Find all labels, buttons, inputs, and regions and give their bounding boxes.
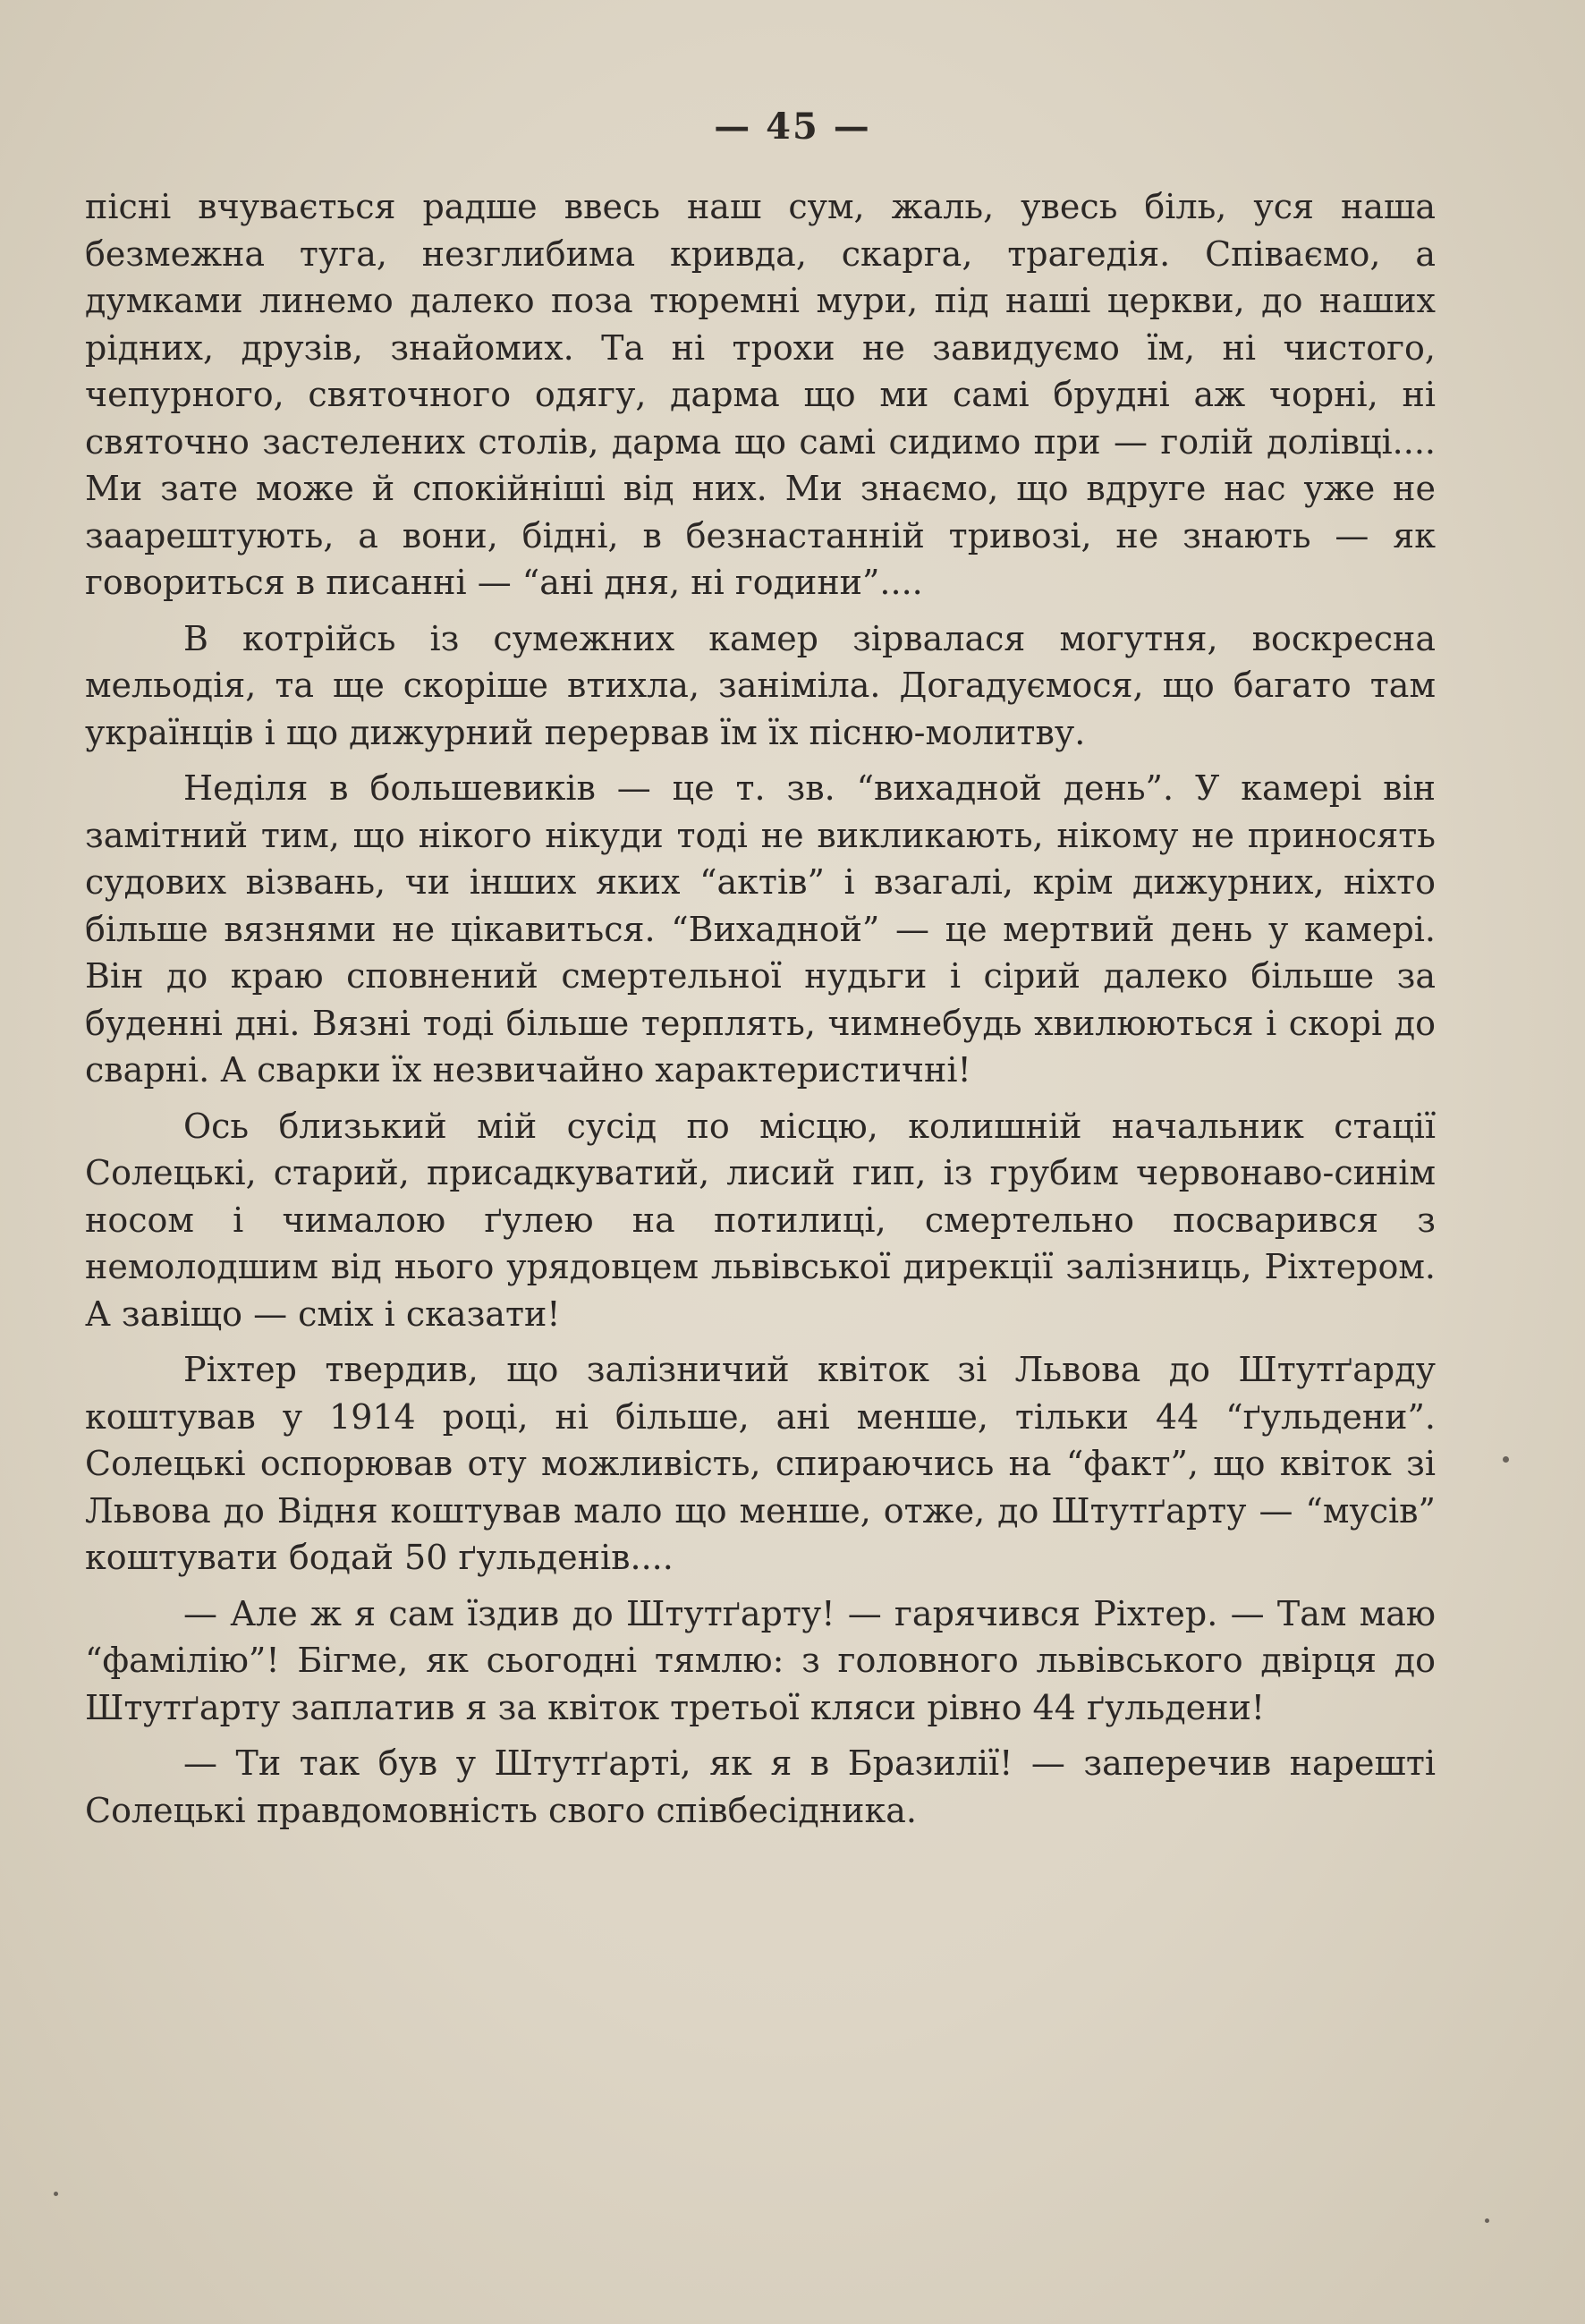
paragraph-6: — Але ж я сам їздив до Штутґарту! — гарячився Ріхтер. — Там маю “фамілію”! Бігме, як сьогодні тямлю: з головного львівського двірця до Штутґарту заплатив я за квіток третьої кляси рівно 44 ґульдени! [85,1593,1436,1727]
paper-speck [54,2192,58,2196]
page-number: — 45 — [714,106,871,148]
paragraph-7: — Ти так був у Штутґарті, як я в Бразилії! — заперечив нарешті Солецькі правдомовність свого співбесідника. [85,1743,1436,1830]
paper-speck [1503,1456,1509,1463]
paragraph-3: Неділя в большевиків — це т. зв. “вихадной день”. У камері він замітний тим, що нікого нікуди тоді не викликають, нікому не приносять судових візвань, чи інших яких “актів” і взагалі, крім дижурних, ніхто більше вязнями не цікавиться. “Вихадной” — це мертвий день у камері. Він до краю сповнений смертельної нудьги і сірий далеко більше за буденні дні. Вязні тоді більше терплять, чимнебудь хвилюються і скорі до сварні. А сварки їх незвичайно характеристичні! [85,768,1436,1090]
paragraph-4: Ось близький мій сусід по місцю, колишній начальник стації Солецькі, старий, присадкуватий, лисий гип, із грубим червонаво-синім носом і чималою ґулею на потилиці, смертельно посварився з немолодшим від нього урядовцем львівської дирекції залізниць, Ріхтером. А завіщо — сміх і сказати! [85,1106,1436,1334]
paper-speck [1485,2218,1489,2223]
paragraph-1: пісні вчувається радше ввесь наш сум, жаль, увесь біль, уся наша безмежна туга, незглибима кривда, скарга, трагедія. Співаємо, а думками линемо далеко поза тюремні мури, під наші церкви, до наших рідних, друзів, знайомих. Та ні трохи не завидуємо їм, ні чистого, чепурного, святочного одягу, дарма що ми самі брудні аж чорні, ні святочно застелених столів, дарма що самі сидимо при — голій долівці.... Ми зате може й спокійніші від них. Ми знаємо, що вдруге нас уже не заарештують, а вони, бідні, в безнастанній тривозі, не знають — як говориться в писанні — “ані дня, ні години”.... [85,187,1436,602]
paragraph-2: В котрійсь із сумежних камер зірвалася могутня, воскресна мельодія, та ще скоріше втихла, заніміла. Догадуємося, що багато там українців і що дижурний перервав їм їх пісню-молитву. [85,618,1436,752]
body-text [85,183,1436,1843]
paragraph-5: Ріхтер твердив, що залізничий квіток зі Львова до Штутґарду коштував у 1914 році, ні більше, ані менше, тільки 44 “ґульдени”. Солецькі оспорював оту можливість, спираючись на “факт”, що квіток зі Львова до Відня коштував мало що менше, отже, до Штутґарту — “мусів” коштувати бодай 50 ґульденів.... [85,1350,1436,1577]
